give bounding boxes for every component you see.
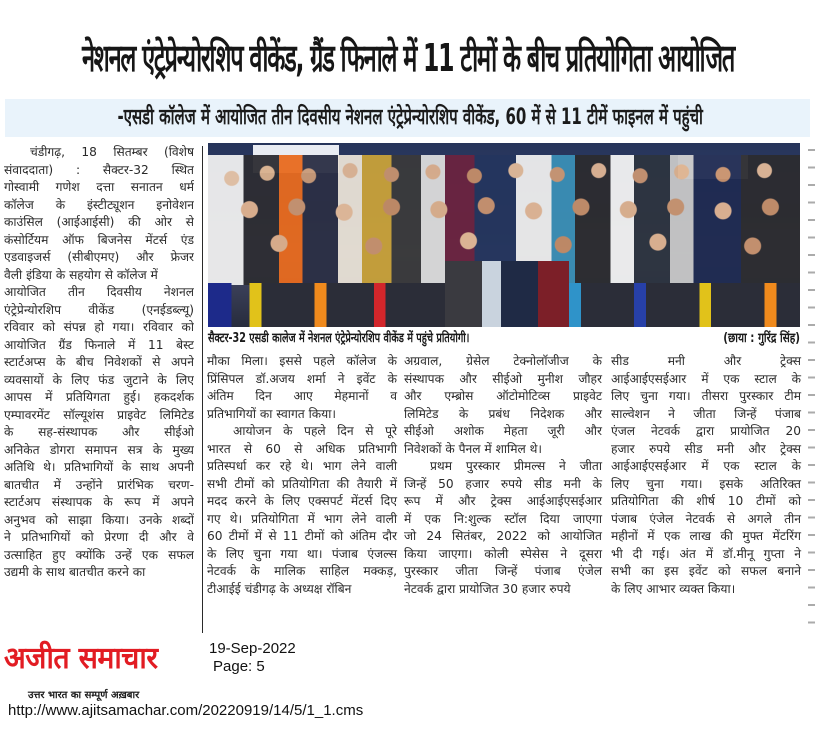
article-text-line: आईआईएसईआर में एक स्टाल के: [611, 371, 801, 386]
photo-caption: [208, 330, 800, 348]
article-text-line: टीआईई चंडीगढ़ के अध्यक्ष रॉबिन: [207, 581, 352, 596]
article-column-3: [404, 353, 602, 598]
article-text-line: उद्यमी के साथ बातचीत करने का: [4, 565, 146, 579]
article-text-line: काउंसिल (आईआईसी) की ओर से: [4, 215, 194, 229]
article-text-line: सीड मनी और ट्रेक्स: [611, 354, 801, 368]
article-text-line: ने प्रतिभागियों को प्रेरणा दी और वे: [4, 530, 194, 544]
subheadline-band: [5, 99, 810, 137]
article-text-line: सभी टीमों को प्रतियोगिता की तैयारी में: [207, 476, 397, 491]
headline: नेशनल एंट्रेप्रेन्योरशिप वीकेंड, ग्रैंड फिनाले में 11 टीमों के बीच प्रतियोगिता आयोजित: [81, 36, 735, 80]
article-text-line: एंजल नेटवर्क द्वारा प्रायोजित 20: [611, 424, 801, 438]
photo-credit: (छाया : गुरिंद्र सिंह): [723, 331, 800, 346]
article-text-line: सीईओ अशोक मेहता जूरी और: [404, 424, 602, 438]
article-text-line: आपस में प्रतियिगता हुई। हकदर्शक: [4, 390, 194, 404]
article-text-line: के सह-संस्थापक और सीईओ: [4, 425, 194, 439]
article-text-line: के लिए आभार व्यक्त किया।: [611, 581, 736, 596]
newspaper-logo: अजीत समाचार: [4, 641, 158, 676]
article-text-line: अनिकेत डोगरा समापन सत्र के मुख्य: [4, 442, 194, 457]
article-column-2: [207, 353, 397, 598]
subheadline: -एसडी कॉलेज में आयोजित तीन दिवसीय नेशनल एंट्रेप्रेन्योरशिप वीकेंड, 60 में से 11 टीमें फाइनल में पहुंची: [117, 105, 703, 130]
article-text-line: मौका मिला। इससे पहले कॉलेज के: [207, 354, 397, 368]
article-text-line: किया जाएगा। कोली स्पेसेस ने दूसरा: [404, 546, 602, 561]
article-text-line: भारत से 60 से अधिक प्रतिभागी: [207, 441, 397, 456]
article-text-line: संवाददाता) : सैक्टर-32 स्थित: [4, 162, 194, 177]
article-text-line: लिए चुना गया। तीसरा पुरस्कार टीम: [611, 389, 801, 403]
article-text-line: गए थे। प्रतियोगिता में भाग लेने वाली: [207, 511, 397, 526]
publication-date: 19-Sep-2022: [209, 640, 296, 657]
page-number: Page: 5: [213, 658, 265, 675]
article-text-line: लिए चुना गया। इसके अतिरिक्त: [611, 476, 801, 491]
article-text-line: पंजाब एंजेल नेटवर्क से अगले तीन: [611, 511, 801, 526]
article-text-line: कॉलेज के इंस्टीट्यूशन इनोवेशन: [4, 197, 194, 212]
photo-chairs: [208, 283, 800, 327]
source-url[interactable]: http://www.ajitsamachar.com/20220919/14/5/1_1.cms: [8, 702, 364, 719]
article-text-line: गोस्वामी गणेश दत्ता सनातन धर्म: [4, 180, 194, 194]
article-text-line: पुरस्कार जीता जिन्हें पंजाब एंजेल: [404, 564, 602, 578]
article-text-line: भी दी गई। अंत में डॉ.मीनू गुप्ता ने: [611, 546, 801, 561]
article-text-line: संस्थापक और सीईओ मुनीश जौहर: [404, 371, 602, 386]
article-text-line: एडवाइजर्स (सीबीएमए) और फ्रेजर: [4, 250, 194, 264]
article-text-line: आयोजित ग्रैंड फिनाले में 11 बेस्ट: [4, 337, 194, 352]
article-text-line: सभी का इस इवेंट को सफल बनाने: [611, 564, 801, 578]
article-text-line: चंडीगढ़, 18 सितम्बर (विशेष: [30, 145, 194, 159]
headline-container: [0, 22, 815, 94]
article-text-line: प्रथम पुरस्कार प्रीमल्स ने जीता: [430, 459, 602, 473]
article-text-line: नेटवर्क के मालिक साहिल मक्कड़,: [207, 564, 397, 578]
column-divider: [202, 146, 203, 633]
article-text-line: आयोजित तीन दिवसीय नेशनल: [4, 285, 194, 299]
article-text-line: स्टार्टअप्स के बीच निवेशकों से अपने: [4, 355, 194, 369]
article-text-line: वैली इंडिया के सहयोग से कॉलेज में: [4, 267, 158, 282]
article-text-line: अंतिम दिन आए मेहमानों व: [207, 389, 397, 403]
article-text-line: आईआईएसईआर में एक स्टाल के: [611, 459, 801, 473]
newspaper-tagline: उत्तर भारत का सम्पूर्ण अख़बार: [28, 690, 140, 701]
article-text-line: अग्रवाल, ग्रेसेल टेक्नोलॉजीज के: [404, 354, 602, 368]
article-text-line: लिमिटेड के प्रबंध निदेशक और: [404, 406, 602, 421]
article-text-line: एम्पावरमेंट सॉल्यूशंस प्राइवेट लिमिटेड: [4, 407, 194, 422]
article-text-line: नेटवर्क द्वारा प्रायोजित 30 हजार रुपये: [404, 581, 571, 596]
article-column-4: [611, 353, 801, 598]
article-text-line: एंट्रेप्रेन्योरशिप वीकेंड (एनईडब्ल्यू): [4, 302, 194, 317]
article-text-line: निवेशकों के पैनल में शामिल थे।: [404, 441, 543, 456]
article-text-line: व्यवसायों के लिए फंड जुटाने के लिए: [4, 372, 194, 387]
article-text-line: बातचीत में उन्होंने प्रारंभिक चरण-: [4, 477, 194, 492]
article-text-line: आयोजन के पहले दिन से पूरे: [233, 424, 397, 438]
article-text-line: महीनों में एक लाख की मुफ्त मेंटरिंग: [611, 529, 801, 543]
article-text-line: के लिए चुना गया था। पंजाब एंजल्स: [207, 546, 397, 561]
article-text-line: अतिथि थे। प्रतिभागियों के साथ अपनी: [4, 460, 194, 474]
photo-caption-text: सैक्टर-32 एसडी कालेज में नेशनल एंट्रेप्रेन्योरशिप वीकेंड में पहुंचे प्रतियोगी।: [208, 331, 470, 346]
article-text-line: कंसोर्टियम ऑफ बिजनेस मेंटर्स एंड: [4, 232, 194, 247]
article-text-line: प्रिंसिपल डॉ.अजय शर्मा ने इवेंट के: [207, 371, 397, 386]
article-text-line: जो 24 सितंबर, 2022 को आयोजित: [404, 529, 602, 543]
article-column-1: [4, 144, 194, 634]
article-text-line: उत्साहित हुए क्योंकि उन्हें एक सफल: [4, 547, 194, 562]
article-text-line: अनुभव को साझा किया। उनके शब्दों: [4, 512, 194, 527]
article-text-line: प्रतिस्पर्धा कर रहे थे। भाग लेने वाली: [207, 459, 397, 473]
article-text-line: प्रतियोगिता की शीर्ष 10 टीमों को: [611, 494, 801, 508]
article-text-line: में एक नि:शुल्क स्टॉल दिया जाएगा: [404, 511, 602, 526]
article-text-line: 60 टीमों में से 11 टीमों को अंतिम दौर: [207, 529, 397, 543]
article-text-line: हजार रुपये सीड मनी और ट्रेक्स: [611, 441, 801, 456]
article-text-line: मदद करने के लिए एक्सपर्ट मेंटर्स दिए: [207, 494, 397, 508]
article-text-line: साल्वेशन ने जीता जिन्हें पंजाब: [611, 406, 801, 421]
cropped-next-column: [808, 143, 815, 633]
article-text-line: जिन्हें 50 हजार रुपये सीड मनी के: [404, 476, 602, 491]
article-text-line: रविवार को संपन्न हो गया। रविवार को: [4, 320, 194, 334]
article-text-line: रूप में और ट्रेक्स आईआईएसईआर: [404, 494, 602, 508]
group-photo: [208, 143, 800, 327]
article-text-line: स्टार्टअप संस्थापक के रूप में अपने: [4, 495, 194, 509]
article-text-line: और एम्ब्रोस ऑटोमोटिव्स प्राइवेट: [404, 389, 602, 403]
article-text-line: प्रतिभागियों का स्वागत किया।: [207, 406, 336, 421]
